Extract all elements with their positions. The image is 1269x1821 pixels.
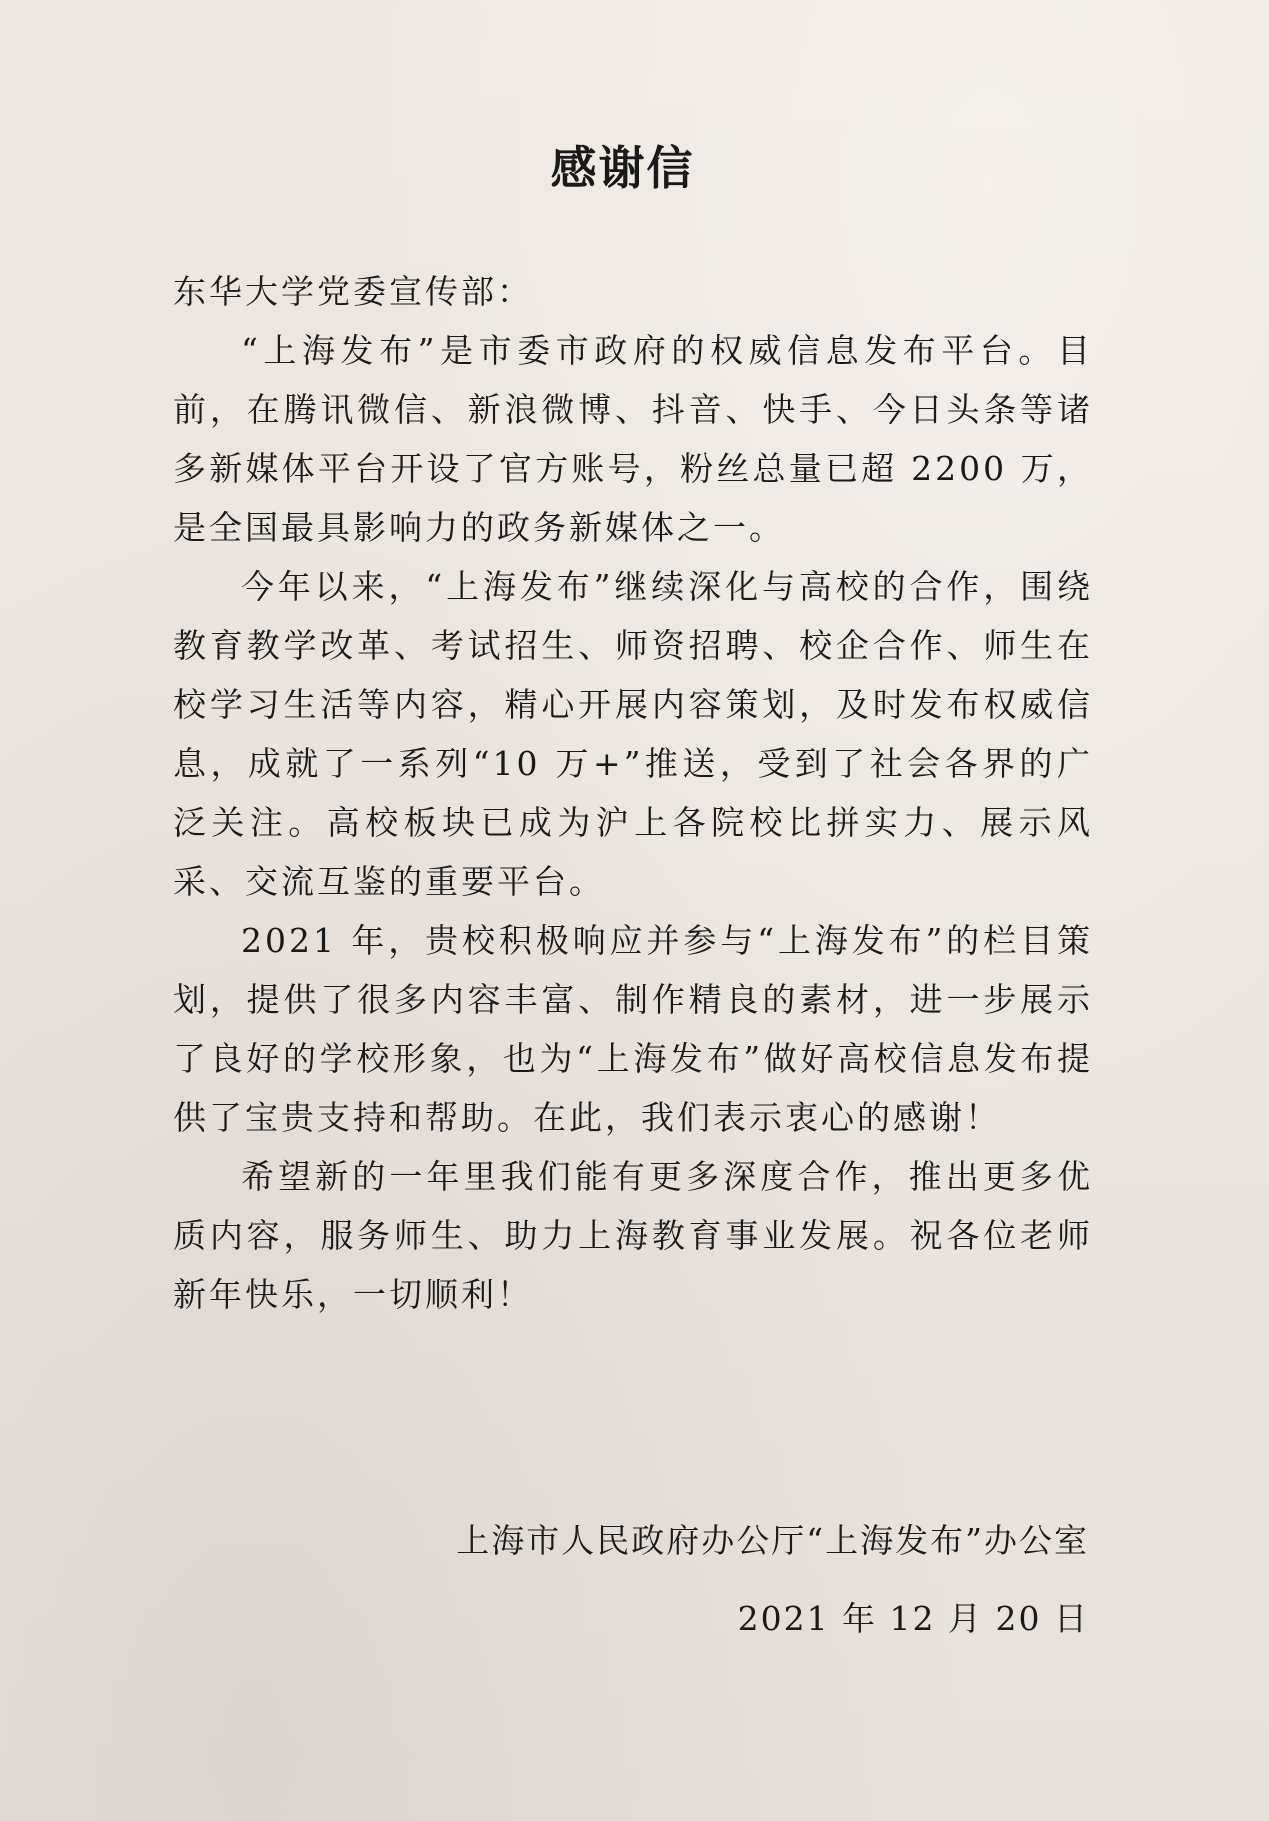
paragraph-4: 希望新的一年里我们能有更多深度合作，推出更多优质内容，服务师生、助力上海教育事业发展。祝各位老师新年快乐，一切顺利！ <box>173 1157 1093 1314</box>
signature-date: 2021 年 12 月 20 日 <box>737 1599 1089 1638</box>
signature-organization: 上海市人民政府办公厅“上海发布”办公室 <box>456 1521 1089 1560</box>
paragraph-2: 今年以来，“上海发布”继续深化与高校的合作，围绕教育教学改革、考试招生、师资招聘、校企合作、师生在校学习生活等内容，精心开展内容策划，及时发布权威信息，成就了一系列“10 万+”推送，受到了社会各界的广泛关注。高校板块已成为沪上各院校比拼实力、展示风采、交流互鉴的重要平台。 <box>173 567 1093 901</box>
salutation: 东华大学党委宣传部： <box>173 272 533 311</box>
letter-title: 感谢信 <box>550 141 695 195</box>
paragraph-3: 2021 年，贵校积极响应并参与“上海发布”的栏目策划，提供了很多内容丰富、制作精良的素材，进一步展示了良好的学校形象，也为“上海发布”做好高校信息发布提供了宝贵支持和帮助。在此，我们表示衷心的感谢！ <box>173 921 1093 1137</box>
paragraph-1: “上海发布”是市委市政府的权威信息发布平台。目前，在腾讯微信、新浪微博、抖音、快手、今日头条等诸多新媒体平台开设了官方账号，粉丝总量已超 2200 万，是全国最具影响力的政务新媒体之一。 <box>173 331 1093 547</box>
signature-block <box>456 1502 1089 1658</box>
letter-body <box>173 262 1093 1324</box>
